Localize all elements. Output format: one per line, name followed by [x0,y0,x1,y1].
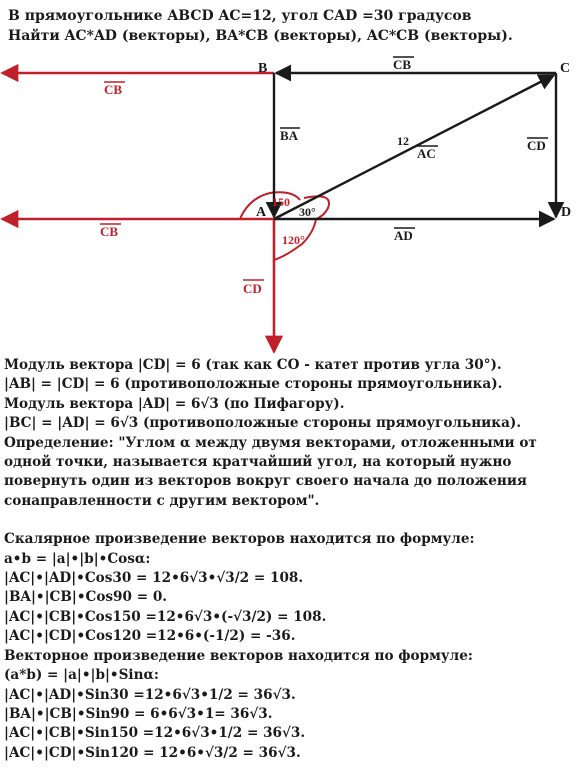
label-ac-length: 12 [397,134,409,148]
scalar-ba-cb: |BA|•|CB|•Cos90 = 0. [4,589,168,606]
solution-definition: Определение: "Углом α между двумя векторами, отложенными от одной точки, называется кратчайший угол, на который нужно повернуть один из векторов вокруг своего начала до положения сонаправленности с другим вектором". [4,434,537,509]
angle-label-120: 120° [282,233,305,247]
paragraph-spacer [4,511,574,530]
point-label-c: C [560,61,571,76]
angle-label-150: 150 [272,195,290,209]
angle-arc-150 [240,192,300,219]
label-red-cb-middle: CB [100,224,119,239]
vector-product-formula: (a*b) = |a|•|b|•Sinα: [4,667,159,684]
vector-ac-ad: |AC|•|AD|•Sin30 =12•6√3•1/2 = 36√3. [4,686,296,703]
scalar-ac-cb: |AC|•|CB|•Cos150 =12•6√3•(-√3/2) = 108. [4,608,327,625]
label-red-cb-top: CB [104,82,123,97]
label-red-cd: CD [243,281,262,296]
label-vector-ba: BA [280,128,299,143]
label-vector-cb: CB [393,57,412,72]
vector-ac [274,75,554,219]
solution-line-cd-modulus: Модуль вектора |CD| = 6 (так как CO - катет против угла 30°). [4,357,502,373]
label-vector-ac: AC [417,146,436,161]
label-vector-ad: AD [394,228,413,243]
solution-text [4,356,574,763]
vector-product-heading: Векторное произведение векторов находится по формуле: [4,647,473,664]
vector-ba-cb: |BA|•|CB|•Sin90 = 6•6√3•1= 36√3. [4,705,273,722]
solution-line-ad-modulus: Модуль вектора |AD| = 6√3 (по Пифагору). [4,395,345,412]
solution-line-bc-ad: |BC| = |AD| = 6√3 (противоположные стороны прямоугольника). [4,415,522,432]
vector-ac-cd: |AC|•|CD|•Sin120 = 12•6•√3/2 = 36√3. [4,744,301,761]
label-vector-cd: CD [527,138,546,153]
scalar-ac-cd: |AC|•|CD|•Cos120 =12•6•(-1/2) = -36. [4,628,296,645]
point-label-b: B [258,61,268,76]
point-label-a: A [256,205,267,220]
solution-line-ab-cd: |AB| = |CD| = 6 (противоположные стороны прямоугольника). [4,376,503,393]
scalar-ac-ad: |AC|•|AD|•Cos30 = 12•6√3•√3/2 = 108. [4,570,304,587]
problem-line-1: В прямоугольнике ABCD AC=12, угол CAD =30 градусов [8,8,472,24]
angle-label-30: 30° [299,205,316,219]
rectangle-vector-diagram [0,0,579,360]
vector-ac-cb: |AC|•|CB|•Sin150 =12•6√3•1/2 = 36√3. [4,725,306,742]
problem-line-2: Найти AC*AD (векторы), BA*CB (векторы), AC*CB (векторы). [8,28,513,44]
scalar-product-formula: a•b = |a|•|b|•Cosα: [4,550,151,567]
scalar-product-heading: Скалярное произведение векторов находится по формуле: [4,531,475,548]
point-label-d: D [561,205,572,220]
